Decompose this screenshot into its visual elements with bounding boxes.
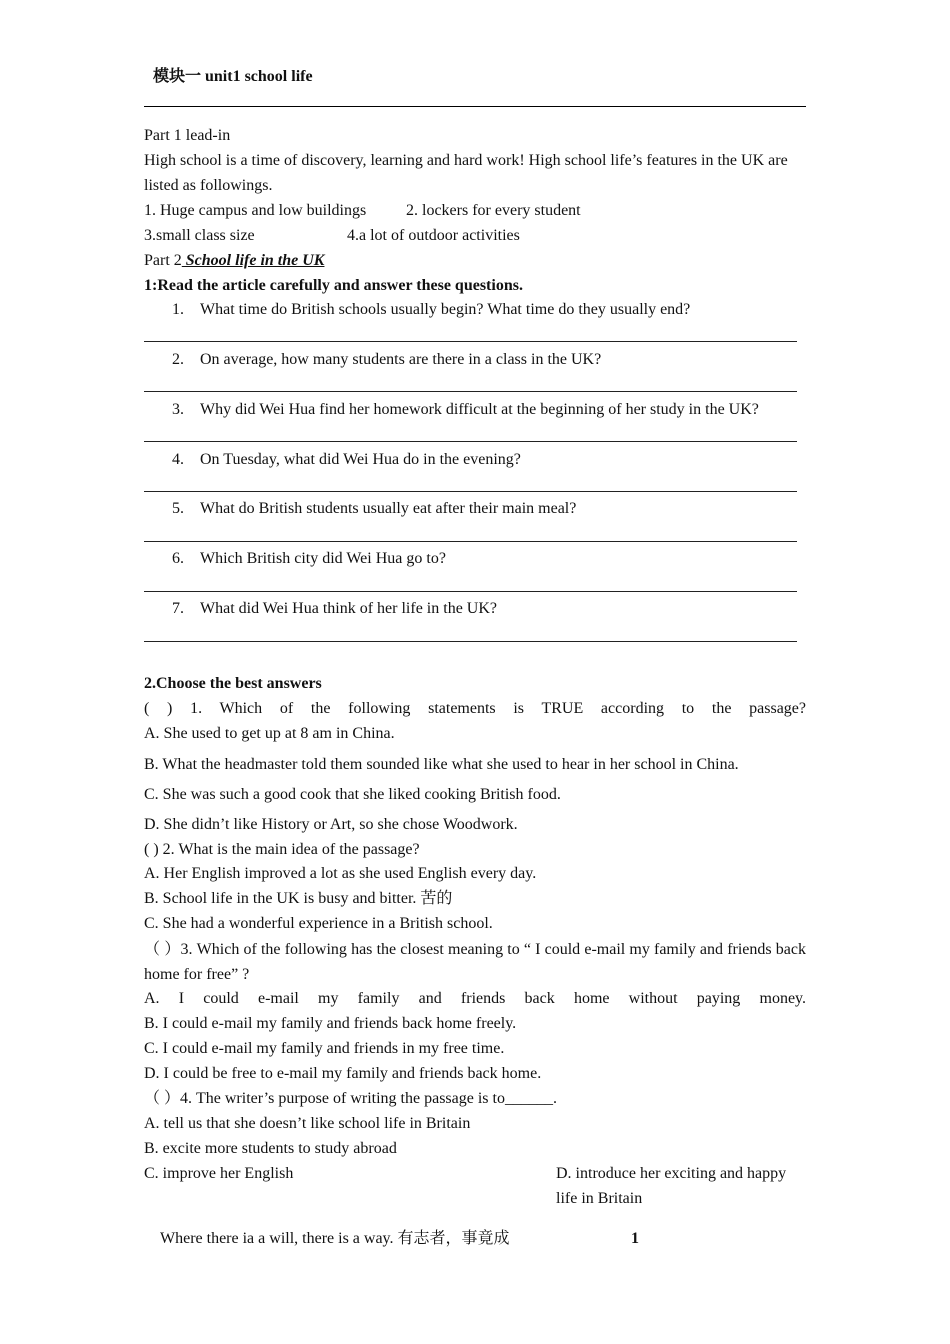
question-3 xyxy=(172,400,759,420)
mc3-option-b: B. I could e-mail my family and friends back home freely. xyxy=(144,1015,517,1032)
answer-line-3[interactable] xyxy=(144,441,797,442)
header-rule xyxy=(144,106,806,107)
mc3-option-a: A. I could e-mail my family and friends back home without paying money. xyxy=(144,990,806,1007)
mc1-option-b: B. What the headmaster told them sounded like what she used to hear in her school in China. xyxy=(144,756,739,773)
mc1-option-d: D. She didn’t like History or Art, so she chose Woodwork. xyxy=(144,816,518,833)
mc4-option-b: B. excite more students to study abroad xyxy=(144,1140,397,1157)
question-number: 5. xyxy=(172,500,184,517)
page-number: 1 xyxy=(631,1230,639,1247)
feature-1: 1. Huge campus and low buildings xyxy=(144,202,367,219)
mc2-stem: ( ) 2. What is the main idea of the passage? xyxy=(144,841,420,858)
mc3-stem: （ ）3. Which of the following has the closest meaning to “ I could e-mail my family and friends back home for free” ? xyxy=(144,941,806,983)
part1-intro: High school is a time of discovery, learning and hard work! High school life’s features in the UK are listed as followings. xyxy=(144,152,788,194)
mc4-option-a: A. tell us that she doesn’t like school life in Britain xyxy=(144,1115,471,1132)
feature-2: 2. lockers for every student xyxy=(406,202,581,219)
mc4-option-d-wrapper xyxy=(556,1161,806,1211)
mc1-stem: ( ) 1. Which of the following statements is TRUE according to the passage? xyxy=(144,700,806,717)
mc4-stem: （ ）4. The writer’s purpose of writing the passage is to______. xyxy=(144,1090,557,1107)
mc4-option-c: C. improve her English xyxy=(144,1165,294,1182)
question-number: 6. xyxy=(172,550,184,567)
question-text: What time do British schools usually begin? What time do they usually end? xyxy=(200,301,691,318)
feature-4: 4.a lot of outdoor activities xyxy=(347,227,520,244)
feature-3: 3.small class size xyxy=(144,227,255,244)
part1-heading: Part 1 lead-in xyxy=(144,127,231,144)
section2-title: 2.Choose the best answers xyxy=(144,675,322,692)
mc1-option-c: C. She was such a good cook that she liked cooking British food. xyxy=(144,786,561,803)
question-4 xyxy=(172,450,521,470)
answer-line-7[interactable] xyxy=(144,641,797,642)
mc2-option-b: B. School life in the UK is busy and bitter. 苦的 xyxy=(144,890,453,907)
part2-heading-prefix: Part 2 xyxy=(144,252,182,269)
answer-line-5[interactable] xyxy=(144,541,797,542)
mc1-option-a: A. She used to get up at 8 am in China. xyxy=(144,725,395,742)
question-text: On average, how many students are there in a class in the UK? xyxy=(200,351,602,368)
question-number: 1. xyxy=(172,301,184,318)
question-7 xyxy=(172,599,497,619)
question-5 xyxy=(172,499,576,519)
question-6 xyxy=(172,549,446,569)
mc2-option-c: C. She had a wonderful experience in a British school. xyxy=(144,915,493,932)
mc4-option-d: D. introduce her exciting and happy life in Britain xyxy=(556,1165,787,1207)
page-header-title: 模块一 unit1 school life xyxy=(153,68,313,85)
question-text: On Tuesday, what did Wei Hua do in the evening? xyxy=(200,451,521,468)
question-number: 7. xyxy=(172,600,184,617)
footer-motto: Where there ia a will, there is a way. 有志者，事竟成 xyxy=(160,1230,510,1247)
question-text: What did Wei Hua think of her life in the UK? xyxy=(200,600,497,617)
question-text: Which British city did Wei Hua go to? xyxy=(200,550,446,567)
question-1 xyxy=(172,300,690,320)
answer-line-6[interactable] xyxy=(144,591,797,592)
mc3-option-d: D. I could be free to e-mail my family and friends back home. xyxy=(144,1065,542,1082)
mc3-option-c: C. I could e-mail my family and friends in my free time. xyxy=(144,1040,505,1057)
question-text: What do British students usually eat after their main meal? xyxy=(200,500,577,517)
answer-line-2[interactable] xyxy=(144,391,797,392)
question-number: 3. xyxy=(172,401,184,418)
part2-heading xyxy=(144,251,324,271)
question-number: 2. xyxy=(172,351,184,368)
section1-title: 1:Read the article carefully and answer these questions. xyxy=(144,277,523,294)
part2-heading-title: School life in the UK xyxy=(181,252,325,269)
answer-line-4[interactable] xyxy=(144,491,797,492)
mc2-option-a: A. Her English improved a lot as she used English every day. xyxy=(144,865,537,882)
question-number: 4. xyxy=(172,451,184,468)
answer-line-1[interactable] xyxy=(144,341,797,342)
question-2 xyxy=(172,350,601,370)
question-text: Why did Wei Hua find her homework difficult at the beginning of her study in the UK? xyxy=(200,401,759,418)
